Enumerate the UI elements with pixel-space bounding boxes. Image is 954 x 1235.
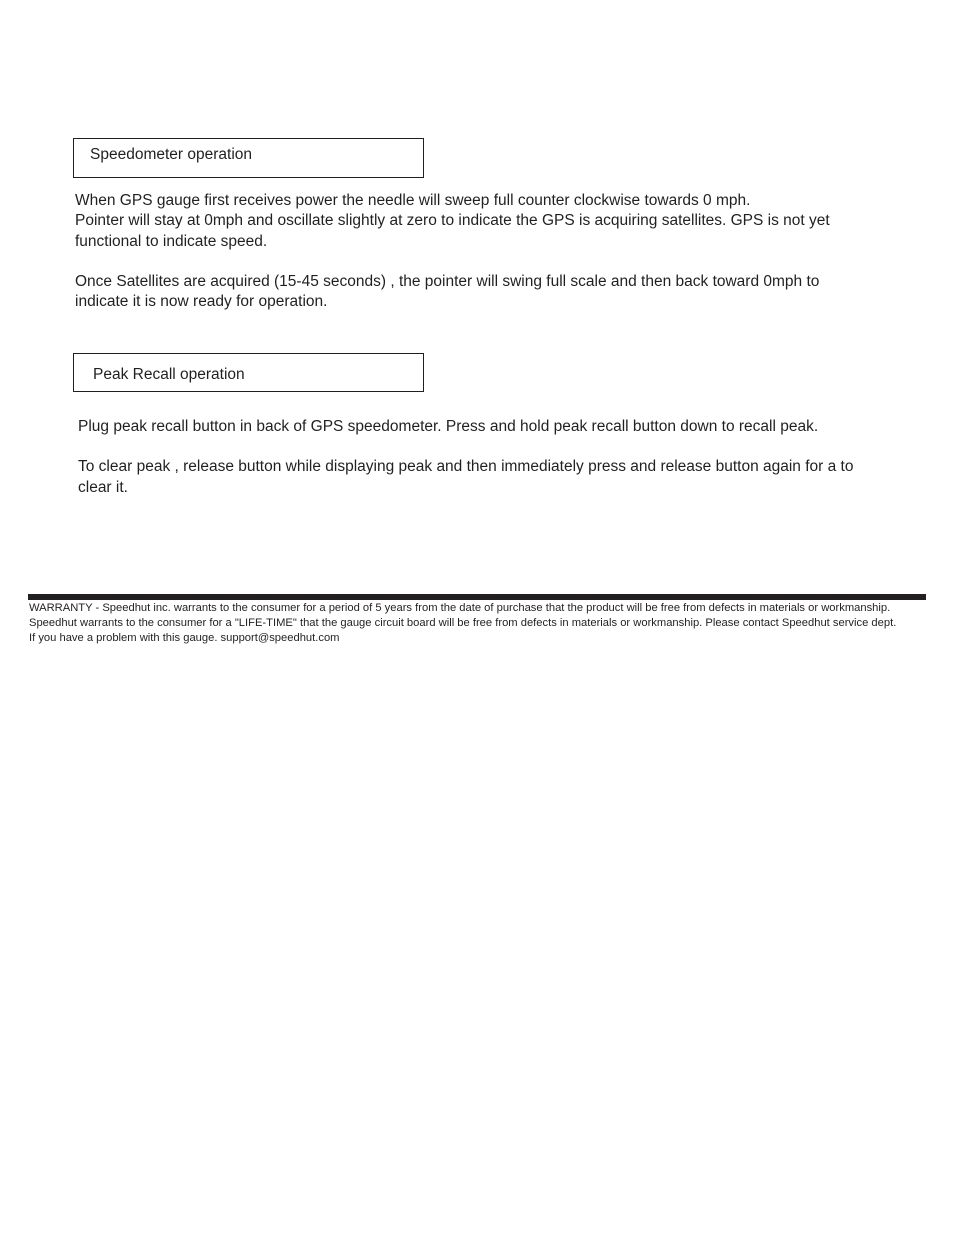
peak-recall-paragraph: Plug peak recall button in back of GPS speedometer. Press and hold peak recall button down to recall peak.: [78, 418, 819, 435]
speedometer-paragraph: Once Satellites are acquired (15-45 seconds) , the pointer will swing full scale and then back toward 0mph to indicate it is now ready for operation.: [75, 272, 820, 311]
warranty-line: WARRANTY - Speedhut inc. warrants to the consumer for a period of 5 years from the date of purchase that the product will be free from defects in materials or workmanship.: [29, 602, 891, 614]
speedometer-operation-body: [75, 191, 875, 312]
warranty-text: [29, 601, 939, 646]
peak-recall-operation-heading: Peak Recall operation: [93, 366, 245, 383]
peak-recall-operation-body: [78, 417, 868, 498]
peak-recall-operation-heading-box: [73, 353, 424, 392]
speedometer-paragraph: Pointer will stay at 0mph and oscillate slightly at zero to indicate the GPS is acquiring satellites. GPS is not yet functional to indicate speed.: [75, 212, 830, 250]
peak-recall-paragraph: To clear peak , release button while displaying peak and then immediately press and release button again for a to clear it.: [78, 458, 854, 496]
speedometer-operation-heading-box: [73, 138, 424, 178]
warranty-divider: [28, 594, 926, 600]
speedometer-paragraph: When GPS gauge first receives power the needle will sweep full counter clockwise towards 0 mph.: [75, 192, 751, 209]
warranty-line: Speedhut warrants to the consumer for a "LIFE-TIME" that the gauge circuit board will be free from defects in materials or workmanship. Please contact Speedhut service dept.: [29, 617, 897, 629]
warranty-line: If you have a problem with this gauge. support@speedhut.com: [29, 632, 340, 644]
speedometer-operation-heading: Speedometer operation: [90, 146, 253, 163]
